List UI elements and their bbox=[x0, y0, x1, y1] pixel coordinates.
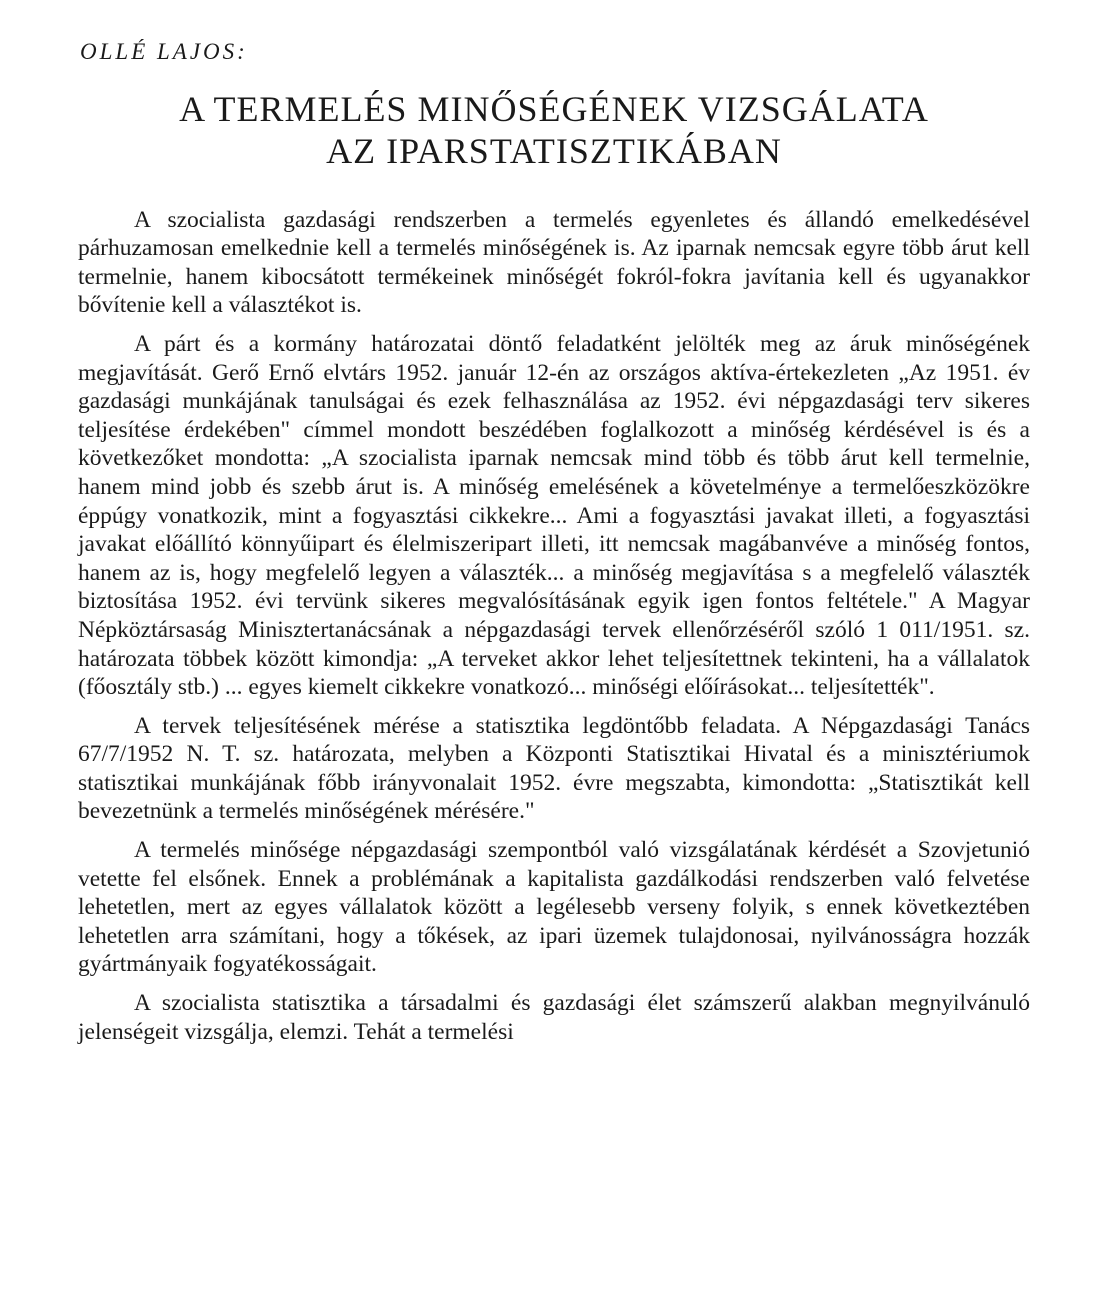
article-body bbox=[78, 206, 1030, 1047]
paragraph-3: A tervek teljesítésének mérése a statisztika legdöntőbb feladata. A Népgazdasági Tanács 67/7/1952 N. T. sz. határozata, melyben a Központi Statisztikai Hivatal és a minisztériumok statisztikai munkájának főbb irányvonalait 1952. évre megszabta, kimondotta: „Statisztikát kell bevezetnünk a termelés minőségének mérésére." bbox=[78, 712, 1030, 825]
title-line-1: A TERMELÉS MINŐSÉGÉNEK VIZSGÁLATA bbox=[179, 88, 929, 129]
article-title bbox=[78, 88, 1030, 172]
author-name: OLLÉ LAJOS: bbox=[80, 39, 248, 64]
paragraph-1: A szocialista gazdasági rendszerben a termelés egyenletes és állandó emelkedésével párhuzamosan emelkednie kell a termelés minőségének is. Az iparnak nemcsak egyre több árut kell termelnie, hanem kibocsátott termékeinek minőségét fokról-fokra javítania kell és ugyanakkor bővítenie kell a választékot is. bbox=[78, 206, 1030, 319]
title-line-2: AZ IPARSTATISZTIKÁBAN bbox=[326, 130, 782, 171]
paragraph-4: A termelés minősége népgazdasági szempontból való vizsgálatának kérdését a Szovjetunió vetette fel elsőnek. Ennek a problémának a kapitalista gazdálkodási rendszerben való felvetése lehetetlen, mert az egyes vállalatok között a legélesebb verseny folyik, s ennek következtében lehetetlen arra számítani, hogy a tőkések, az ipari üzemek tulajdonosai, nyilvánosságra hozzák gyártmányaik fogyatékosságait. bbox=[78, 837, 1030, 978]
paragraph-2: A párt és a kormány határozatai döntő feladatként jelölték meg az áruk minőségének megjavítását. Gerő Ernő elvtárs 1952. január 12-én az országos aktíva-értekezleten „Az 1951. év gazdasági munkájának tanulságai és ezek felhasználása az 1952. évi népgazdasági terv sikeres teljesítése érdekében" címmel mondott beszédében foglalkozott a minőség kérdésével is és a következőket mondotta: „A szocialista iparnak nemcsak mind több és több árut kell termelnie, hanem mind jobb és szebb árut is. A minőség emelésének a követelménye a termelőeszközökre éppúgy vonatkozik, mint a fogyasztási cikkekre... Ami a fogyasztási javakat illeti, a fogyasztási javakat előállító könnyűipart és élelmiszeripart illeti, itt nemcsak magábanvéve a minőség fontos, hanem az is, hogy megfelelő legyen a választék... a minőség megjavítása s a megfelelő választék biztosítása 1952. évi tervünk sikeres megvalósításának egyik igen fontos feltétele." A Magyar Népköztársaság Minisztertanácsának a népgazdasági tervek ellenőrzéséről szóló 1 011/1951. sz. határozata többek között kimondja: „A terveket akkor lehet teljesítettnek tekinteni, ha a vállalatok (főosztály stb.) ... egyes kiemelt cikkekre vonatkozó... minőségi előírásokat... teljesítették". bbox=[78, 330, 1030, 701]
paragraph-5: A szocialista statisztika a társadalmi és gazdasági élet számszerű alakban megnyilvánuló jelenségeit vizsgálja, elemzi. Tehát a termelési bbox=[78, 990, 1030, 1045]
